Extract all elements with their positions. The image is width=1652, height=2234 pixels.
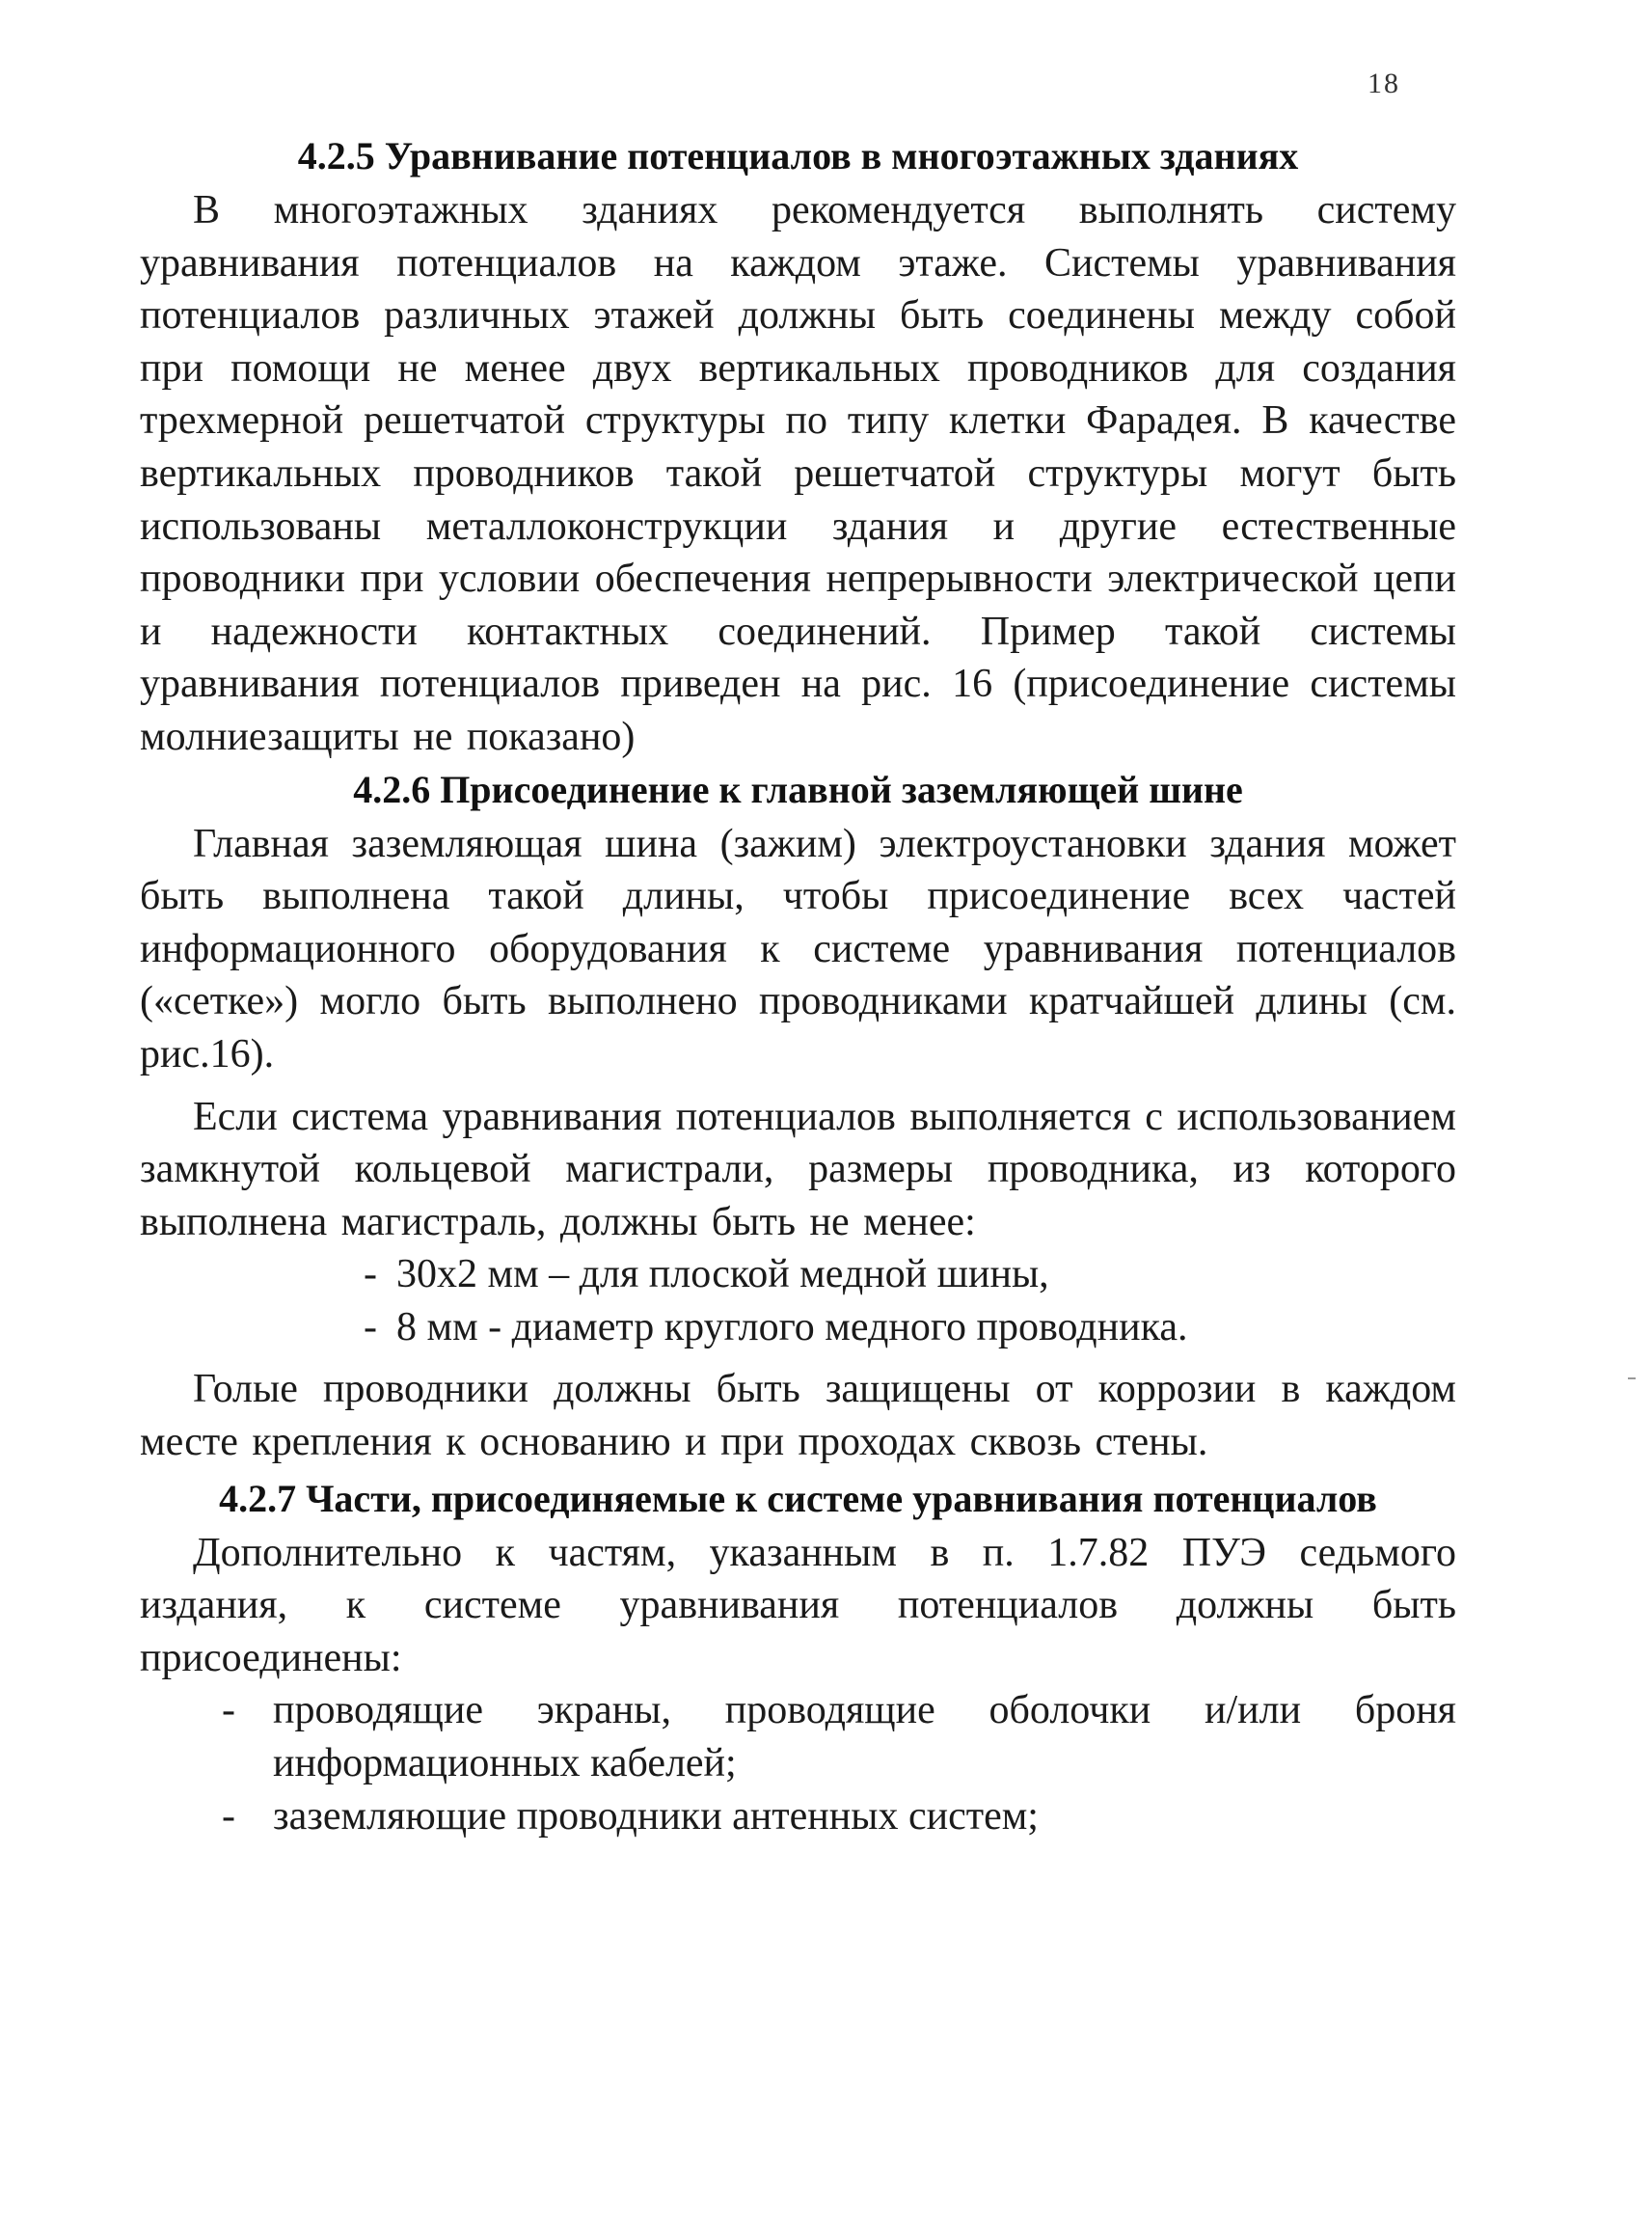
paragraph-main-earthing-bar: Главная заземляющая шина (зажим) электроустановки здания может быть выполнена такой длины, чтобы присоединение всех частей информационного оборудования к системе уравнивания потенциалов («сетке») могло быть выполнено проводниками кратчайшей длины (см. рис.16). <box>140 821 1456 1076</box>
paragraph-multistorey-bonding: В многоэтажных зданиях рекомендуется выполнять систему уравнивания потенциалов на каждом этаже. Системы уравнивания потенциалов различных этажей должны быть соединены между собой при помощи не менее двух вертикальных проводников для создания трехмерной решетчатой структуры по типу клетки Фарадея. В качестве вертикальных проводников такой решетчатой структуры могут быть использованы металлоконструкции здания и другие естественные проводники при условии обеспечения непрерывности электрической цепи и надежности контактных соединений. Пример такой системы уравнивания потенциалов приведен на рис. 16 (присоединение системы молниезащиты не показано) <box>140 188 1456 759</box>
bonded-parts-list <box>140 1684 1456 1842</box>
list-item <box>140 1684 1456 1789</box>
list-item <box>140 1790 1456 1843</box>
list-item <box>140 1248 1456 1301</box>
list-item <box>140 1301 1456 1354</box>
dash-marker: - <box>222 1688 235 1733</box>
scan-artifact <box>1628 1377 1636 1379</box>
document-page <box>140 53 1456 1842</box>
conductor-size-list <box>140 1248 1456 1353</box>
list-item-text: 30x2 мм – для плоской медной шины, <box>396 1252 1049 1297</box>
page-number: 18 <box>1368 68 1400 99</box>
paragraph-additional-parts: Дополнительно к частям, указанным в п. 1.7.82 ПУЭ седьмого издания, к системе уравнивания потенциалов должны быть присоединены: <box>140 1530 1456 1680</box>
list-item-text: проводящие экраны, проводящие оболочки и/или броня информационных кабелей; <box>273 1688 1456 1786</box>
dash-marker: - <box>364 1304 377 1349</box>
paragraph-bare-conductors: Голые проводники должны быть защищены от коррозии в каждом месте крепления к основанию и при проходах сквозь стены. <box>140 1367 1456 1465</box>
paragraph-ring-conductor: Если система уравнивания потенциалов выполняется с использованием замкнутой кольцевой магистрали, размеры проводника, из которого выполнена магистраль, должны быть не менее: <box>140 1094 1456 1244</box>
section-heading-4-2-6: 4.2.6 Присоединение к главной заземляющей шине <box>353 767 1243 811</box>
list-item-text: заземляющие проводники антенных систем; <box>273 1793 1039 1839</box>
section-heading-4-2-5: 4.2.5 Уравнивание потенциалов в многоэтажных зданиях <box>297 134 1299 177</box>
dash-marker: - <box>364 1252 377 1297</box>
section-heading-4-2-7: 4.2.7 Части, присоединяемые к системе уравнивания потенциалов <box>219 1476 1377 1520</box>
dash-marker: - <box>222 1793 235 1839</box>
list-item-text: 8 мм - диаметр круглого медного проводника. <box>396 1304 1188 1349</box>
